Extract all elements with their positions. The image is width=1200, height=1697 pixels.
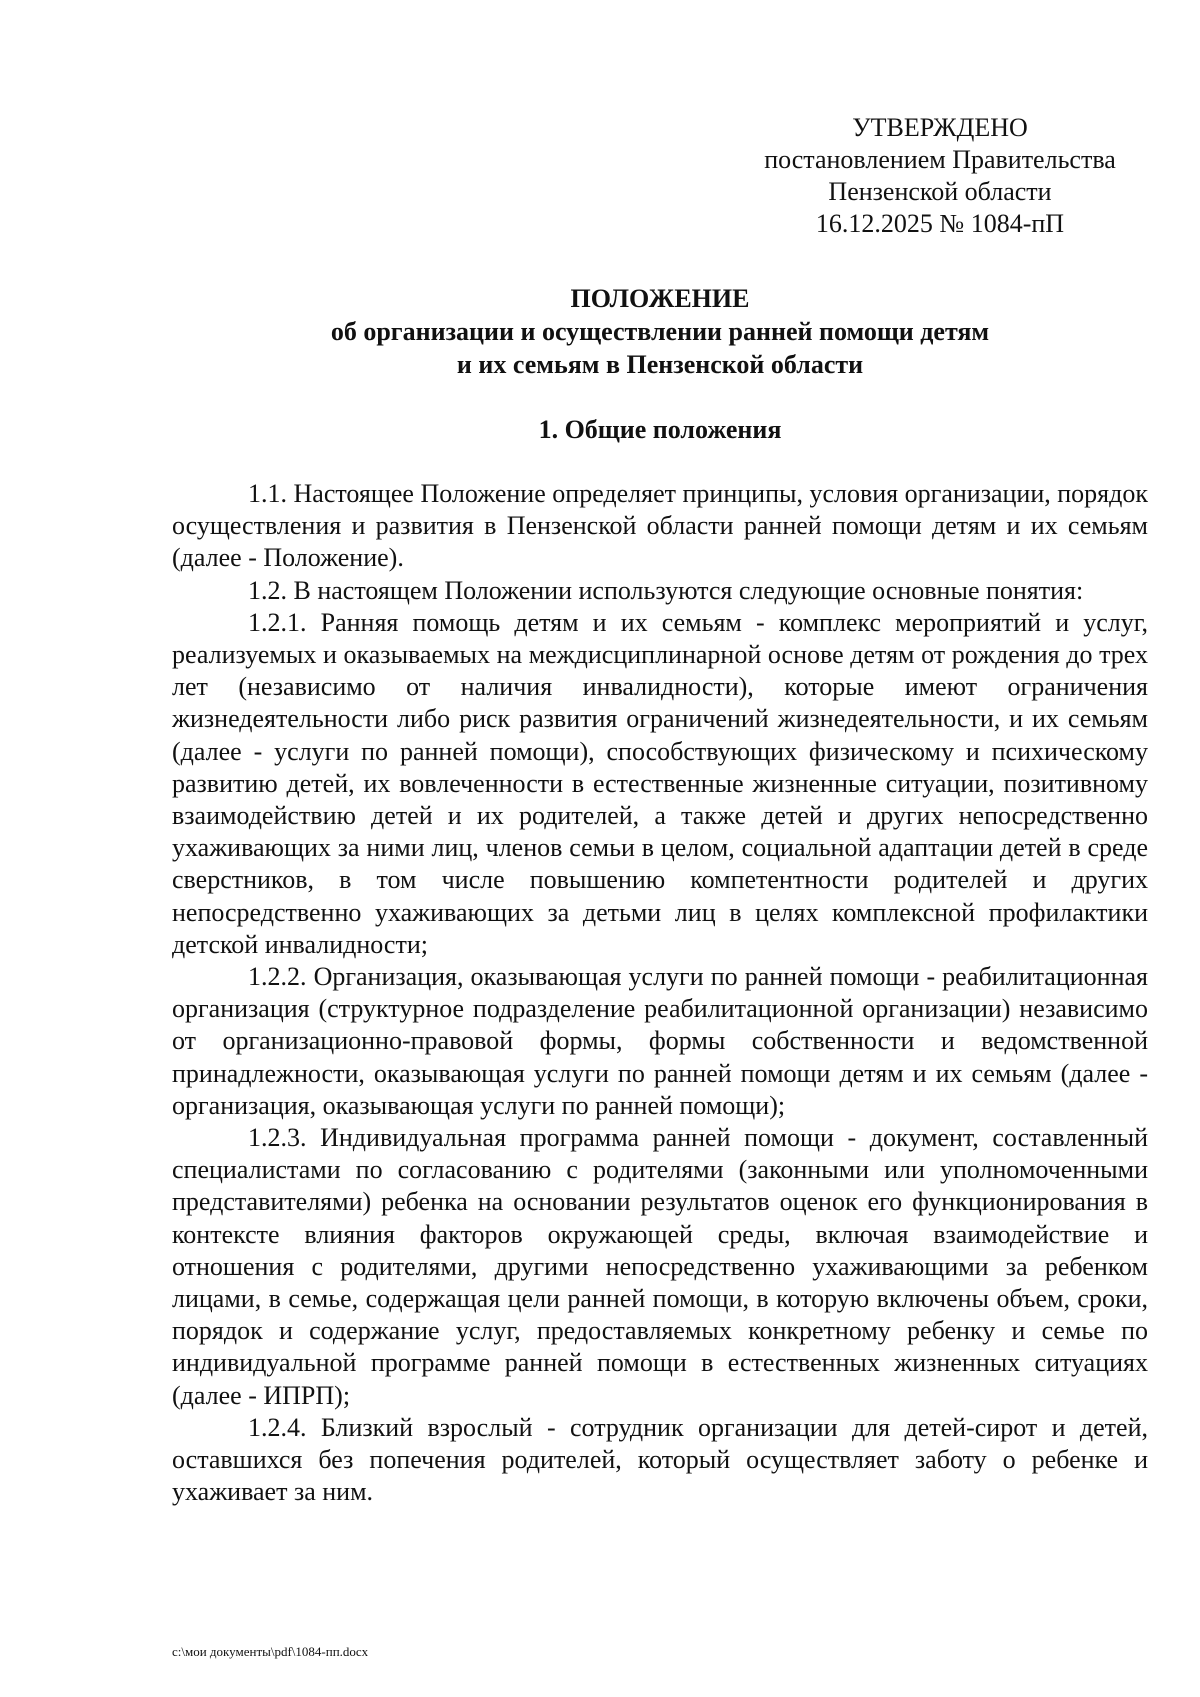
approval-region: Пензенской области bbox=[828, 177, 1052, 206]
document-title-line-3: и их семьям в Пензенской области bbox=[456, 350, 864, 379]
document-title-line-1: ПОЛОЖЕНИЕ bbox=[570, 284, 750, 313]
document-title-line-2: об организации и осуществлении ранней помощи детям bbox=[330, 317, 990, 346]
paragraph-1-2: 1.2. В настоящем Положении используются следующие основные понятия: bbox=[248, 575, 1084, 605]
approval-heading: УТВЕРЖДЕНО bbox=[852, 113, 1028, 142]
paragraph-1-2-2: 1.2.2. Организация, оказывающая услуги по ранней помощи - реабилитационная организация (структурное подразделение реабилитационной организации) независимо от организационно-правовой формы, формы собственности и ведомственной принадлежности, оказывающая услуги по ранней помощи детям и их семьям (далее - организация, оказывающая услуги по ранней помощи); bbox=[172, 962, 1148, 1120]
document-body bbox=[172, 478, 1148, 1509]
footer-file-path: c:\мои документы\pdf\1084-пп.docx bbox=[172, 1644, 369, 1659]
paragraph-1-2-3: 1.2.3. Индивидуальная программа ранней помощи - документ, составленный специалистами по согласованию с родителями (законными или уполномоченными представителями) ребенка на основании результатов оценок его функционирования в контексте влияния факторов окружающей среды, включая взаимодействие и отношения с родителями, другими непосредственно ухаживающими за ребенком лицами, в семье, содержащая цели ранней помощи, в которую включены объем, сроки, порядок и содержание услуг, предоставляемых конкретному ребенку и семье по индивидуальной программе ранней помощи в естественных жизненных ситуациях (далее - ИПРП); bbox=[172, 1123, 1148, 1410]
approval-stamp bbox=[740, 112, 1140, 240]
document-title bbox=[160, 282, 1160, 381]
paragraph-1-2-4: 1.2.4. Близкий взрослый - сотрудник организации для детей-сирот и детей, оставшихся без попечения родителей, который осуществляет заботу о ребенке и ухаживает за ним. bbox=[172, 1412, 1148, 1507]
approval-issuer: постановлением Правительства bbox=[764, 145, 1116, 174]
approval-date-number: 16.12.2025 № 1084-пП bbox=[815, 209, 1065, 238]
paragraph-1-2-1: 1.2.1. Ранняя помощь детям и их семьям - комплекс мероприятий и услуг, реализуемых и оказываемых на междисциплинарной основе детям от рождения до трех лет (независимо от наличия инвалидности), которые имеют ограничения жизнедеятельности либо риск развития ограничений жизнедеятельности, и их семьям (далее - услуги по ранней помощи), способствующих физическому и психическому развитию детей, их вовлеченности в естественные жизненные ситуации, позитивному взаимодействию детей и их родителей, а также детей и других непосредственно ухаживающих за ними лиц, членов семьи в целом, социальной адаптации детей в среде сверстников, в том числе повышению компетентности родителей и других непосредственно ухаживающих за детьми лиц в целях комплексной профилактики детской инвалидности; bbox=[172, 607, 1148, 959]
paragraph-1-1: 1.1. Настоящее Положение определяет принципы, условия организации, порядок осуществления и развития в Пензенской области ранней помощи детям и их семьям (далее - Положение). bbox=[172, 479, 1148, 573]
section-heading: 1. Общие положения bbox=[538, 415, 782, 444]
